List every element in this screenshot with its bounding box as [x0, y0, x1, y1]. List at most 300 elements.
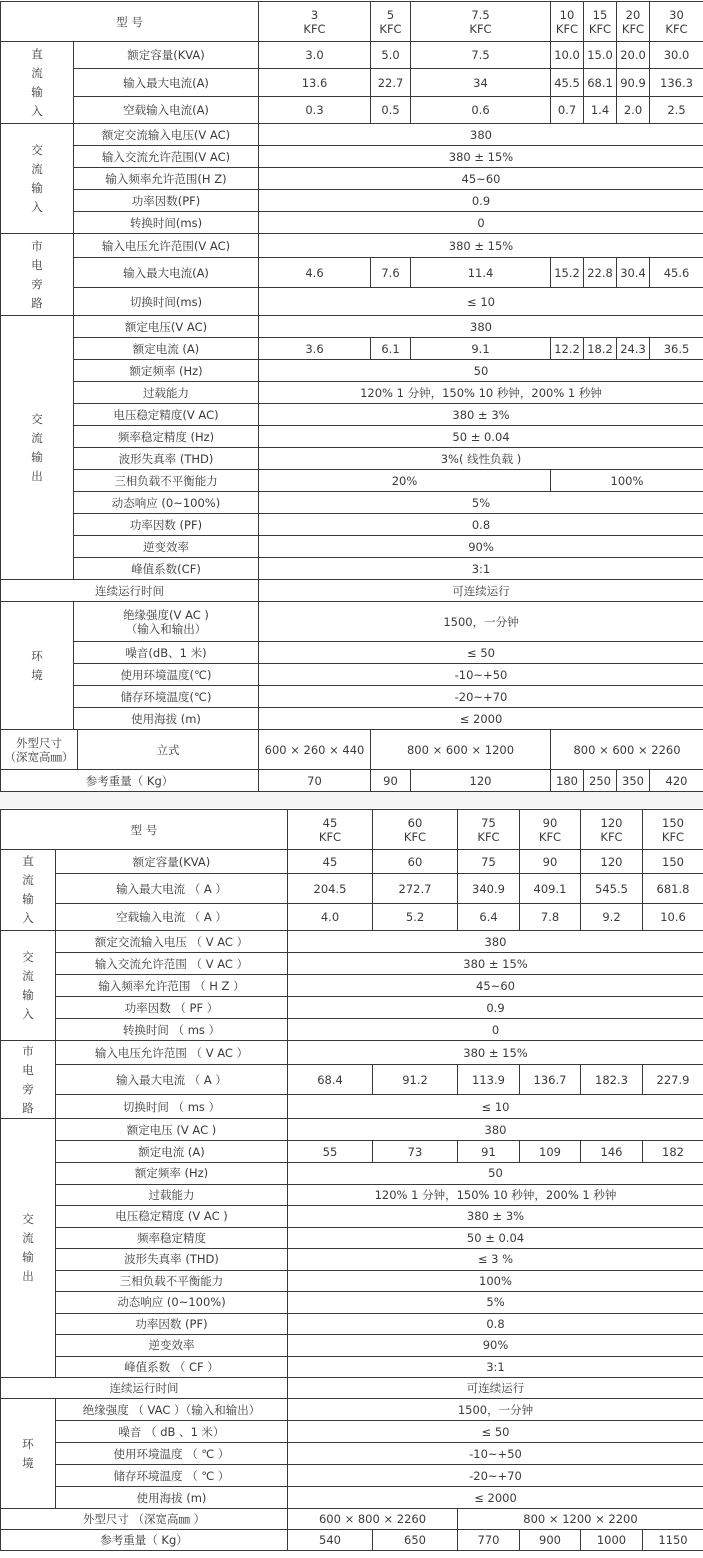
row-label: 输入交流允许范围 （ V AC ） — [56, 953, 288, 975]
group-ac-output — [1, 1119, 56, 1378]
table-row — [1, 708, 703, 730]
row-label: 额定交流输入电压(V AC) — [74, 124, 259, 146]
model-name-line: KFC — [555, 21, 579, 36]
group-ac-output-line: 流 — [22, 1231, 34, 1245]
row-label: 连续运行时间 — [1, 580, 259, 602]
value-cell: 800 × 600 × 2260 — [551, 730, 703, 770]
table-row — [1, 874, 703, 904]
value-cell: 150 — [643, 850, 703, 874]
value-cell: 30.4 — [617, 258, 650, 288]
value-cell: 60 — [373, 850, 458, 874]
model-name-line: KFC — [469, 21, 492, 36]
row-label: 输入频率允许范围 （ H Z ） — [56, 975, 288, 997]
group-bypass-line: 旁 — [31, 276, 43, 291]
row-label: 使用环境温度(℃) — [74, 664, 259, 686]
model-name — [643, 810, 703, 850]
row-label: 转换时间 （ ms ） — [56, 1019, 288, 1041]
table-row — [1, 686, 703, 708]
model-header: 型 号 — [1, 810, 288, 850]
row-label: 空载输入电流(A) — [74, 97, 259, 124]
value-cell: 50 — [259, 360, 703, 382]
row-label: 额定容量(KVA) — [56, 850, 288, 874]
model-name — [259, 2, 371, 42]
table-row — [1, 2, 703, 42]
table-row — [1, 382, 703, 404]
value-cell: 350 — [617, 770, 650, 792]
row-label: 切换时间(ms) — [74, 288, 259, 316]
table-row — [1, 1141, 703, 1163]
value-cell: 6.4 — [458, 904, 520, 931]
value-cell: 70 — [259, 770, 371, 792]
group-dc-input-line: 入 — [31, 103, 43, 118]
table-row — [1, 190, 703, 212]
group-ac-input-line: 交 — [31, 142, 43, 157]
row-label: 参考重量（ Kg） — [1, 770, 259, 792]
value-cell: 3:1 — [288, 1356, 703, 1378]
value-cell: 3.6 — [259, 338, 371, 360]
model-name — [373, 810, 458, 850]
model-name-line: KFC — [379, 21, 402, 36]
table-row — [1, 1509, 703, 1530]
value-cell: 900 — [520, 1530, 581, 1551]
table-row — [1, 470, 703, 492]
value-cell: 68.1 — [584, 69, 617, 97]
model-name — [371, 2, 411, 42]
group-bypass-line: 旁 — [22, 1081, 34, 1096]
group-dc-input-line: 直 — [22, 854, 34, 868]
value-cell: 90.9 — [617, 69, 650, 97]
value-cell: ≤ 2000 — [259, 708, 703, 730]
value-cell: -10~+50 — [288, 1443, 703, 1465]
group-ac-input — [1, 931, 56, 1041]
value-cell: 11.4 — [411, 258, 551, 288]
value-cell: 30.0 — [650, 42, 703, 69]
value-cell: 5% — [288, 1292, 703, 1314]
table-row — [1, 1227, 703, 1249]
table-row — [1, 810, 703, 850]
value-cell: 0.3 — [259, 97, 371, 124]
value-cell: ≤ 3 % — [288, 1249, 703, 1271]
row-label: 额定频率 (Hz) — [56, 1163, 288, 1185]
value-cell: 45.6 — [650, 258, 703, 288]
value-cell: 13.6 — [259, 69, 371, 97]
row-label: 过载能力 — [74, 382, 259, 404]
value-cell: 5.0 — [371, 42, 411, 69]
value-cell: 650 — [373, 1530, 458, 1551]
row-label: 功率因数 (PF) — [74, 514, 259, 536]
value-cell: 0.6 — [411, 97, 551, 124]
value-cell: 7.8 — [520, 904, 581, 931]
model-name-line: 45 — [322, 815, 338, 830]
group-environment-line: 境 — [22, 1455, 34, 1470]
value-cell: 20% — [259, 470, 551, 492]
value-cell: 15.0 — [584, 42, 617, 69]
value-cell: 75 — [458, 850, 520, 874]
value-cell: 73 — [373, 1141, 458, 1163]
value-cell: 120 — [411, 770, 551, 792]
group-ac-input-line: 交 — [22, 949, 34, 964]
row-label-line: 外型尺寸 — [16, 735, 62, 750]
value-cell: 可连续运行 — [259, 580, 703, 602]
table-row — [1, 1465, 703, 1487]
table-row — [1, 212, 703, 234]
row-label: 空载输入电流 （ A ） — [56, 904, 288, 931]
table-row — [1, 931, 703, 953]
table-row — [1, 1378, 703, 1399]
group-bypass-line: 电 — [22, 1062, 34, 1077]
value-cell: 3%( 线性负载 ) — [259, 448, 703, 470]
model-name-line: 120 — [600, 815, 623, 830]
table-row — [1, 602, 703, 642]
model-name-line: 90 — [542, 815, 558, 830]
value-cell: 36.5 — [650, 338, 703, 360]
row-label: 输入电压允许范围 （ V AC ） — [56, 1041, 288, 1065]
table-row — [1, 1313, 703, 1335]
value-cell: 45 — [288, 850, 373, 874]
group-ac-output-line: 输 — [31, 449, 43, 464]
row-label: 输入电压允许范围(V AC) — [74, 234, 259, 258]
value-cell: 1150 — [643, 1530, 703, 1551]
value-cell: 120% 1 分钟，150% 10 秒钟，200% 1 秒钟 — [288, 1184, 703, 1206]
model-name-line: KFC — [661, 829, 685, 844]
group-ac-input-line: 输 — [31, 180, 43, 195]
row-label: 功率因数 （ PF ） — [56, 997, 288, 1019]
value-cell: 1.4 — [584, 97, 617, 124]
value-cell: 380 ± 3% — [288, 1206, 703, 1228]
value-cell: 600 × 800 × 2260 — [288, 1509, 458, 1530]
row-label: 峰值系数(CF) — [74, 558, 259, 580]
value-cell: 34 — [411, 69, 551, 97]
row-label: 输入最大电流 （ A ） — [56, 1065, 288, 1095]
value-cell: 100% — [288, 1270, 703, 1292]
row-label: 逆变效率 — [56, 1335, 288, 1357]
table-row — [1, 1119, 703, 1141]
group-ac-output-line: 输 — [22, 1250, 34, 1264]
table-row — [1, 1095, 703, 1119]
model-name — [458, 810, 520, 850]
value-cell: 91 — [458, 1141, 520, 1163]
model-name-line: KFC — [665, 21, 688, 36]
row-label: 噪音(dB、1 米) — [74, 642, 259, 664]
value-cell: 12.2 — [551, 338, 584, 360]
table-row — [1, 1163, 703, 1185]
table-row — [1, 770, 703, 792]
group-ac-input — [1, 124, 74, 234]
row-label: 功率因数(PF) — [74, 190, 259, 212]
value-cell: 800 × 1200 × 2200 — [458, 1509, 703, 1530]
model-name-line: KFC — [588, 21, 612, 36]
group-environment — [1, 1399, 56, 1509]
model-name-line: 60 — [407, 815, 423, 830]
value-cell: 7.5 — [411, 42, 551, 69]
model-name — [650, 2, 703, 42]
model-name-line: 15 — [592, 7, 608, 22]
row-label: 逆变效率 — [74, 536, 259, 558]
value-cell: 250 — [584, 770, 617, 792]
table-row — [1, 997, 703, 1019]
value-cell: -20~+70 — [259, 686, 703, 708]
table-row — [1, 1421, 703, 1443]
table-row — [1, 1399, 703, 1421]
model-name-line: 10 — [559, 7, 575, 22]
group-ac-output-line: 出 — [31, 468, 43, 483]
row-label: 外型尺寸 （深宽高㎜ ） — [1, 1509, 288, 1530]
value-cell: 3:1 — [259, 558, 703, 580]
value-cell: 6.1 — [371, 338, 411, 360]
group-environment — [1, 602, 74, 730]
value-cell: 380 ± 15% — [288, 953, 703, 975]
value-cell: 7.6 — [371, 258, 411, 288]
row-label: 动态响应 (0~100%) — [56, 1292, 288, 1314]
model-name — [411, 2, 551, 42]
table-row — [1, 1335, 703, 1357]
model-name-line: 150 — [662, 815, 684, 830]
value-cell: 91.2 — [373, 1065, 458, 1095]
value-cell: 1000 — [581, 1530, 643, 1551]
row-label: 动态响应 (0~100%) — [74, 492, 259, 514]
table-row — [1, 234, 703, 258]
value-cell: 10.0 — [551, 42, 584, 69]
model-name-line: KFC — [318, 829, 342, 844]
spec-table-large-models — [0, 809, 703, 1551]
model-name-line: 30 — [669, 7, 684, 22]
model-name-line: 3 — [310, 7, 319, 22]
table-row — [1, 97, 703, 124]
row-label: 额定电流 (A) — [56, 1141, 288, 1163]
row-label: 三相负载不平衡能力 — [74, 470, 259, 492]
row-label: 输入交流允许范围(V AC) — [74, 146, 259, 168]
row-label: 电压稳定精度(V AC) — [74, 404, 259, 426]
value-cell: 45~60 — [288, 975, 703, 997]
table-row — [1, 558, 703, 580]
model-name — [551, 2, 584, 42]
group-dc-input-line: 流 — [31, 65, 43, 80]
value-cell: 600 × 260 × 440 — [259, 730, 371, 770]
table-row — [1, 1270, 703, 1292]
table-row — [1, 1356, 703, 1378]
value-cell: ≤ 10 — [259, 288, 703, 316]
model-name-line: 7.5 — [471, 7, 490, 22]
group-ac-input-line: 流 — [22, 968, 34, 983]
value-cell: -10~+50 — [259, 664, 703, 686]
value-cell: 0.8 — [259, 514, 703, 536]
table-row — [1, 124, 703, 146]
group-ac-input-line: 入 — [31, 199, 43, 214]
row-label: 额定电压(V AC) — [74, 316, 259, 338]
table-row — [1, 448, 703, 470]
model-name — [617, 2, 650, 42]
row-label: 输入频率允许范围(H Z) — [74, 168, 259, 190]
row-label: 输入最大电流(A) — [74, 258, 259, 288]
value-cell: 3.0 — [259, 42, 371, 69]
row-label: 噪音 （ dB 、1 米） — [56, 1421, 288, 1443]
value-cell: 380 ± 15% — [288, 1041, 703, 1065]
table-row — [1, 850, 703, 874]
model-name-line: KFC — [621, 21, 645, 36]
model-name-line: KFC — [538, 829, 562, 844]
value-cell: 5.2 — [373, 904, 458, 931]
value-cell: 380 ± 3% — [259, 404, 703, 426]
group-ac-input-line: 入 — [22, 1006, 34, 1021]
row-label: 三相负载不平衡能力 — [56, 1270, 288, 1292]
value-cell: 380 — [288, 931, 703, 953]
table-row — [1, 1184, 703, 1206]
group-dc-input — [1, 850, 56, 931]
model-name — [520, 810, 581, 850]
value-cell: 146 — [581, 1141, 643, 1163]
value-cell: 0.7 — [551, 97, 584, 124]
value-cell: 182.3 — [581, 1065, 643, 1095]
table-row — [1, 904, 703, 931]
model-name-line: KFC — [403, 829, 427, 844]
value-cell: 380 ± 15% — [259, 234, 703, 258]
table-row — [1, 258, 703, 288]
model-name — [581, 810, 643, 850]
row-label: 使用环境温度 （ ℃ ） — [56, 1443, 288, 1465]
value-cell: 0.9 — [288, 997, 703, 1019]
model-header: 型 号 — [1, 2, 259, 42]
row-label-line: 绝缘强度(V AC ) — [123, 607, 209, 622]
value-cell: 10.6 — [643, 904, 703, 931]
value-cell: ≤ 50 — [259, 642, 703, 664]
value-cell: 20.0 — [617, 42, 650, 69]
group-bypass-line: 市 — [22, 1043, 34, 1058]
row-label: 过载能力 — [56, 1184, 288, 1206]
row-label: 立式 — [78, 730, 259, 770]
group-ac-output — [1, 316, 74, 580]
value-cell: 380 — [259, 124, 703, 146]
row-label: 峰值系数 （ CF ） — [56, 1356, 288, 1378]
group-bypass — [1, 234, 74, 316]
row-label: 额定电流 (A) — [74, 338, 259, 360]
row-label: 额定交流输入电压 （ V AC ） — [56, 931, 288, 953]
value-cell: 50 ± 0.04 — [288, 1227, 703, 1249]
value-cell: 380 — [288, 1119, 703, 1141]
model-name-line: KFC — [477, 829, 500, 844]
group-ac-input-line: 流 — [31, 161, 43, 176]
row-label: 输入最大电流(A) — [74, 69, 259, 97]
table-row — [1, 1530, 703, 1551]
value-cell: ≤ 50 — [288, 1421, 703, 1443]
table-row — [1, 1065, 703, 1095]
value-cell: 0.9 — [259, 190, 703, 212]
group-dc-input-line: 输 — [31, 84, 43, 99]
value-cell: 0.5 — [371, 97, 411, 124]
group-ac-input-line: 输 — [22, 987, 34, 1002]
value-cell: 340.9 — [458, 874, 520, 904]
value-cell: 100% — [551, 470, 703, 492]
row-label: 波形失真率 (THD) — [56, 1249, 288, 1271]
row-label: 连续运行时间 — [1, 1378, 288, 1399]
value-cell: 113.9 — [458, 1065, 520, 1095]
table-row — [1, 360, 703, 382]
group-ac-output-line: 出 — [22, 1269, 34, 1283]
group-dc-input-line: 入 — [22, 911, 34, 925]
value-cell: 9.2 — [581, 904, 643, 931]
row-label: 转换时间(ms) — [74, 212, 259, 234]
model-name-line: KFC — [600, 829, 623, 844]
value-cell: -20~+70 — [288, 1465, 703, 1487]
value-cell: 9.1 — [411, 338, 551, 360]
row-label: 额定容量(KVA) — [74, 42, 259, 69]
value-cell: 90 — [371, 770, 411, 792]
table-row — [1, 1443, 703, 1465]
value-cell: ≤ 2000 — [288, 1487, 703, 1509]
row-label-line: （输入和输出） — [125, 621, 207, 636]
value-cell: ≤ 10 — [288, 1095, 703, 1119]
row-label: 频率稳定精度 — [56, 1227, 288, 1249]
model-name-line: 75 — [481, 815, 496, 830]
value-cell: 2.0 — [617, 97, 650, 124]
value-cell: 2.5 — [650, 97, 703, 124]
value-cell: 420 — [650, 770, 703, 792]
table-row — [1, 1292, 703, 1314]
table-row — [1, 492, 703, 514]
table-row — [1, 536, 703, 558]
value-cell: 90% — [288, 1335, 703, 1357]
row-label: 电压稳定精度 (V AC ) — [56, 1206, 288, 1228]
table-row — [1, 1249, 703, 1271]
value-cell: 770 — [458, 1530, 520, 1551]
table-row — [1, 580, 703, 602]
value-cell: 90% — [259, 536, 703, 558]
table-row — [1, 664, 703, 686]
value-cell: 1500，一分钟 — [288, 1399, 703, 1421]
group-environment-line: 环 — [22, 1436, 34, 1451]
value-cell: 380 — [259, 316, 703, 338]
row-label: 额定电压 (V AC ) — [56, 1119, 288, 1141]
table-row — [1, 642, 703, 664]
row-label — [1, 730, 78, 770]
row-label-line: （深宽高㎜） — [4, 749, 74, 764]
group-ac-output-line: 交 — [22, 1212, 34, 1226]
table-row — [1, 1019, 703, 1041]
group-environment-line: 环 — [31, 648, 43, 663]
row-label: 输入最大电流 （ A ） — [56, 874, 288, 904]
group-dc-input-line: 输 — [22, 892, 34, 906]
value-cell: 204.5 — [288, 874, 373, 904]
value-cell: 5% — [259, 492, 703, 514]
table-row — [1, 69, 703, 97]
table-row — [1, 316, 703, 338]
table-row — [1, 1487, 703, 1509]
value-cell: 18.2 — [584, 338, 617, 360]
value-cell: 0 — [288, 1019, 703, 1041]
model-name-line: 5 — [386, 7, 395, 22]
row-label — [74, 602, 259, 642]
value-cell: 22.7 — [371, 69, 411, 97]
value-cell: 可连续运行 — [288, 1378, 703, 1399]
group-bypass — [1, 1041, 56, 1119]
value-cell: 409.1 — [520, 874, 581, 904]
row-label: 储存环境温度(℃) — [74, 686, 259, 708]
table-row — [1, 42, 703, 69]
table-row — [1, 338, 703, 360]
value-cell: 1500，一分钟 — [259, 602, 703, 642]
table-row — [1, 953, 703, 975]
value-cell: 272.7 — [373, 874, 458, 904]
group-dc-input — [1, 42, 74, 124]
value-cell: 180 — [551, 770, 584, 792]
spec-table-small-models — [0, 1, 703, 792]
table-row — [1, 404, 703, 426]
table-row — [1, 975, 703, 997]
table-separator — [0, 790, 703, 808]
row-label: 绝缘强度 （ VAC ）（输入和输出） — [56, 1399, 288, 1421]
value-cell: 136.7 — [520, 1065, 581, 1095]
value-cell: 136.3 — [650, 69, 703, 97]
value-cell: 55 — [288, 1141, 373, 1163]
